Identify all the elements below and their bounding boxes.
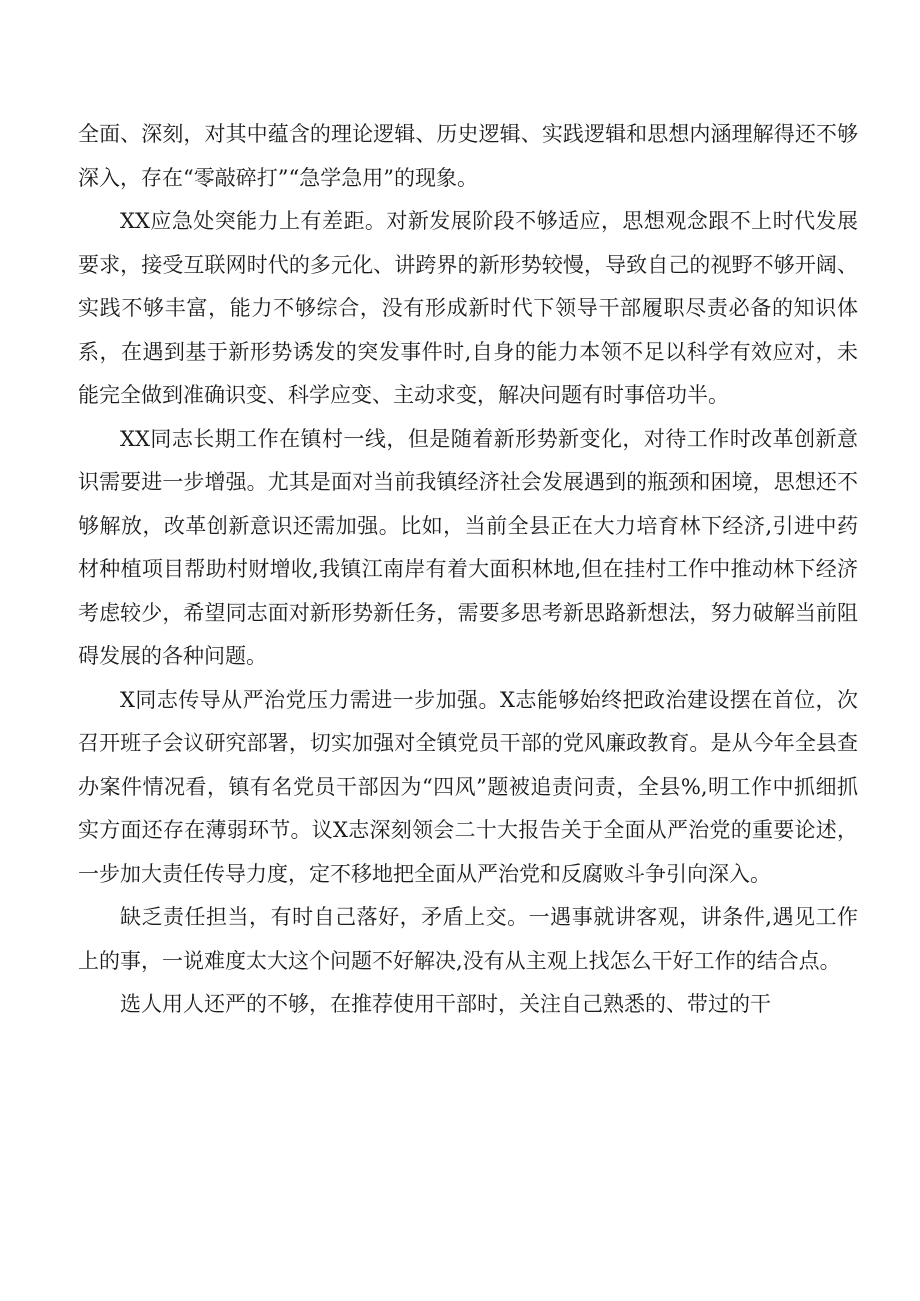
document-body (78, 113, 858, 1027)
paragraph-party-discipline: X同志传导从严治党压力需进一步加强。X志能够始终把政治建设摆在首位，次召开班子会议研究部署，切实加强对全镇党员干部的党风廉政教育。是从今年全县查办案件情况看，镇有名党员干部因为“四风”题被追责问责，全县%,明工作中抓细抓实方面还存在薄弱环节。议X志深刻领会二十大报告关于全面从严治党的重要论述，一步加大责任传导力度，定不移地把全面从严治党和反腐败斗争引向深入。 (78, 687, 858, 886)
paragraph-reform-innovation: XX同志长期工作在镇村一线，但是随着新形势新变化，对待工作时改革创新意识需要进一步增强。尤其是面对当前我镇经济社会发展遇到的瓶颈和困境，思想还不够解放，改革创新意识还需加强。比如，当前全县正在大力培育林下经济,引进中药材种植项目帮助村财增收,我镇江南岸有着大面积林地,但在挂村工作中推动林下经济考虑较少，希望同志面对新形势新任务，需要多思考新思路新想法，努力破解当前阻碍发展的各种问题。 (78, 426, 858, 668)
paragraph-responsibility: 缺乏责任担当，有时自己落好，矛盾上交。一遇事就讲客观，讲条件,遇见工作上的事，一说难度太大这个问题不好解决,没有从主观上找怎么干好工作的结合点。 (78, 905, 858, 973)
paragraph-emergency-response: XX应急处突能力上有差距。对新发展阶段不够适应，思想观念跟不上时代发展要求，接受互联网时代的多元化、讲跨界的新形势较慢，导致自己的视野不够开阔、实践不够丰富，能力不够综合，没有形成新时代下领导干部履职尽责必备的知识体系，在遇到基于新形势诱发的突发事件时,自身的能力本领不足以科学有效应对，未能完全做到准确识变、科学应变、主动求变，解决问题有时事倍功半。 (78, 209, 858, 407)
paragraph-personnel-selection: 选人用人还严的不够，在推荐使用干部时，关注自己熟悉的、带过的干 (120, 992, 771, 1016)
paragraph-continuation: 全面、深刻，对其中蕴含的理论逻辑、历史逻辑、实践逻辑和思想内涵理解得还不够深入，存在“零敲碎打”“急学急用”的现象。 (78, 122, 858, 190)
